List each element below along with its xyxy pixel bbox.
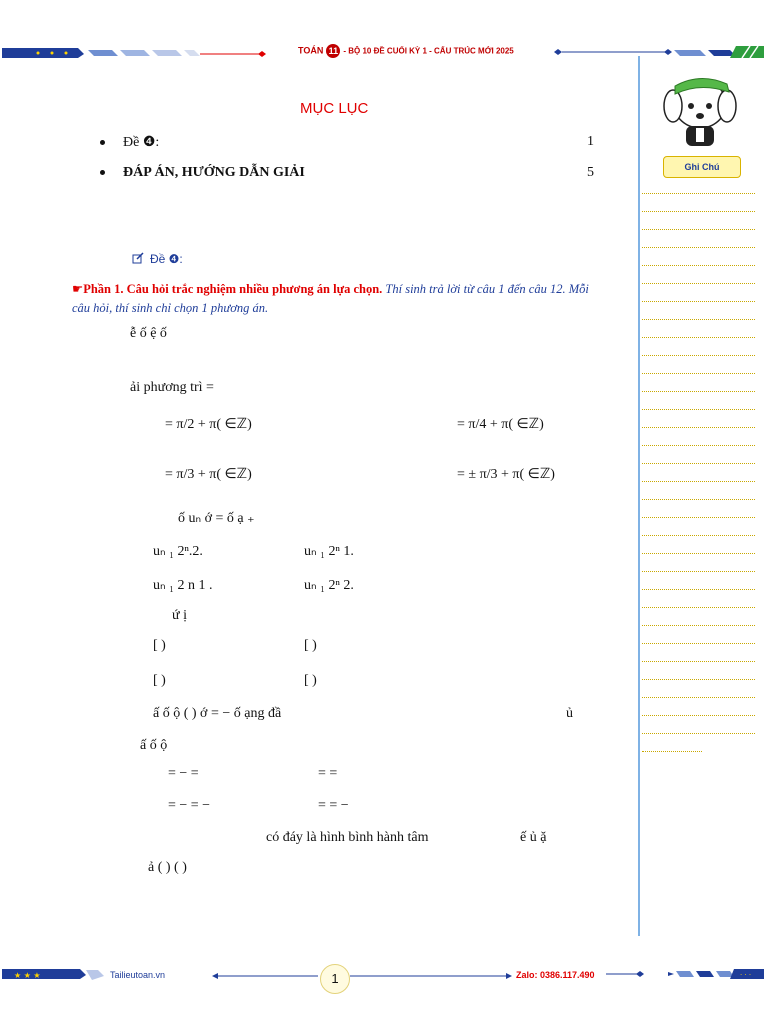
- note-line: [642, 427, 755, 428]
- page-number: 1: [320, 964, 350, 994]
- pointing-hand-icon: ☛: [72, 282, 84, 296]
- bullet-icon: [100, 170, 105, 175]
- note-line: [642, 301, 755, 302]
- question-line: ủ: [566, 706, 573, 721]
- question-line: ễ ố ệ ố: [130, 326, 167, 341]
- question-line: ế ủ ặ: [520, 830, 547, 845]
- question-line: có đáy là hình bình hành tâm: [266, 830, 429, 845]
- note-line: [642, 337, 755, 338]
- question-line: ấ ố ộ ( ) ớ = − ố ạng đầ: [153, 706, 282, 721]
- part-instruction: [72, 280, 602, 318]
- answer-option: [ ): [153, 673, 166, 688]
- footer-zalo[interactable]: Zalo: 0386.117.490: [516, 970, 595, 980]
- toc-item[interactable]: [100, 165, 305, 181]
- side-divider: [638, 56, 640, 936]
- note-line: [642, 661, 755, 662]
- answer-option: = π/2 + π( ∈ℤ): [165, 417, 252, 432]
- note-line: [642, 355, 755, 356]
- header-decoration-left: [0, 44, 270, 60]
- part-title: Phần 1. Câu hỏi trắc nghiệm nhiều phương án lựa chọn.: [83, 282, 383, 296]
- header-decoration-right: [550, 42, 768, 62]
- note-line: [642, 553, 755, 554]
- question-line: ố uₙ ớ = ố ạ ₊: [178, 511, 255, 526]
- answer-option: [ ): [304, 673, 317, 688]
- question-line: ứ ị: [172, 608, 187, 623]
- note-line: [642, 679, 755, 680]
- answer-option: = =: [318, 766, 338, 781]
- footer-decoration-left: [0, 966, 110, 982]
- header-subject: TOÁN: [298, 45, 324, 56]
- svg-text:· · ·: · · ·: [740, 971, 752, 979]
- answer-option: = = −: [318, 798, 349, 813]
- answer-option: = − =: [168, 766, 199, 781]
- toc-item-page: 5: [587, 165, 594, 180]
- note-line: [642, 535, 755, 536]
- answer-option: uₙ ₁ 2ⁿ 1.: [304, 544, 354, 559]
- edit-icon: [132, 252, 144, 264]
- answer-option: = π/3 + π( ∈ℤ): [165, 467, 252, 482]
- footer-line-left: [210, 970, 320, 982]
- note-line: [642, 715, 755, 716]
- section-heading-text: Đề ❹:: [150, 252, 183, 266]
- section-heading: [132, 252, 183, 266]
- question-line: ả ( ) ( ): [148, 860, 187, 875]
- note-line: [642, 391, 755, 392]
- footer-line-right: [348, 970, 514, 982]
- note-line: [642, 319, 755, 320]
- header-title: [298, 44, 514, 58]
- note-line: [642, 283, 755, 284]
- answer-option: uₙ ₁ 2 n 1 .: [153, 578, 213, 593]
- toc-item-label: ĐÁP ÁN, HƯỚNG DẪN GIẢI: [123, 165, 305, 180]
- header-book-title: - BỘ 10 ĐỀ CUỐI KỲ 1 - CẤU TRÚC MỚI 2025: [343, 46, 514, 56]
- answer-option: uₙ ₁ 2ⁿ 2.: [304, 578, 354, 593]
- note-line: [642, 445, 755, 446]
- note-line: [642, 697, 755, 698]
- note-line: [642, 211, 755, 212]
- mascot-image: [655, 62, 745, 154]
- answer-option: [ ): [304, 638, 317, 653]
- toc-title: MỤC LỤC: [300, 100, 369, 117]
- answer-option: = π/4 + π( ∈ℤ): [457, 417, 544, 432]
- question-line: ải phương trì =: [130, 380, 214, 395]
- svg-text:★ ★ ★: ★ ★ ★: [14, 971, 41, 980]
- note-line: [642, 499, 755, 500]
- toc-item[interactable]: [100, 134, 159, 151]
- note-line: [642, 247, 755, 248]
- toc-item-label: Đề ❹:: [123, 135, 160, 150]
- note-line: [642, 193, 755, 194]
- note-line: [642, 643, 755, 644]
- note-line: [642, 409, 755, 410]
- part-note: Thí sinh trả lời từ câu 1 đến câu 12. Mỗi câu hỏi, thí sinh chỉ chọn 1 phương án.: [72, 282, 589, 315]
- answer-option: uₙ ₁ 2ⁿ.2.: [153, 544, 203, 559]
- note-line: [642, 625, 755, 626]
- bullet-icon: [100, 140, 105, 145]
- note-line: [642, 481, 755, 482]
- note-line: [642, 373, 755, 374]
- question-line: ấ ố ộ: [140, 738, 168, 753]
- note-line: [642, 607, 755, 608]
- note-line: [642, 751, 702, 752]
- footer-site[interactable]: Tailieutoan.vn: [110, 970, 166, 980]
- note-line: [642, 733, 755, 734]
- note-line: [642, 517, 755, 518]
- note-line: [642, 463, 755, 464]
- toc-item-page: 1: [587, 134, 594, 149]
- answer-option: = − = −: [168, 798, 211, 813]
- header-grade-badge: 11: [326, 44, 340, 58]
- answer-option: [ ): [153, 638, 166, 653]
- note-line: [642, 589, 755, 590]
- note-label: Ghi Chú: [663, 156, 741, 178]
- answer-option: = ± π/3 + π( ∈ℤ): [457, 467, 555, 482]
- note-line: [642, 229, 755, 230]
- note-line: [642, 265, 755, 266]
- footer-decoration-right: [606, 966, 766, 982]
- note-line: [642, 571, 755, 572]
